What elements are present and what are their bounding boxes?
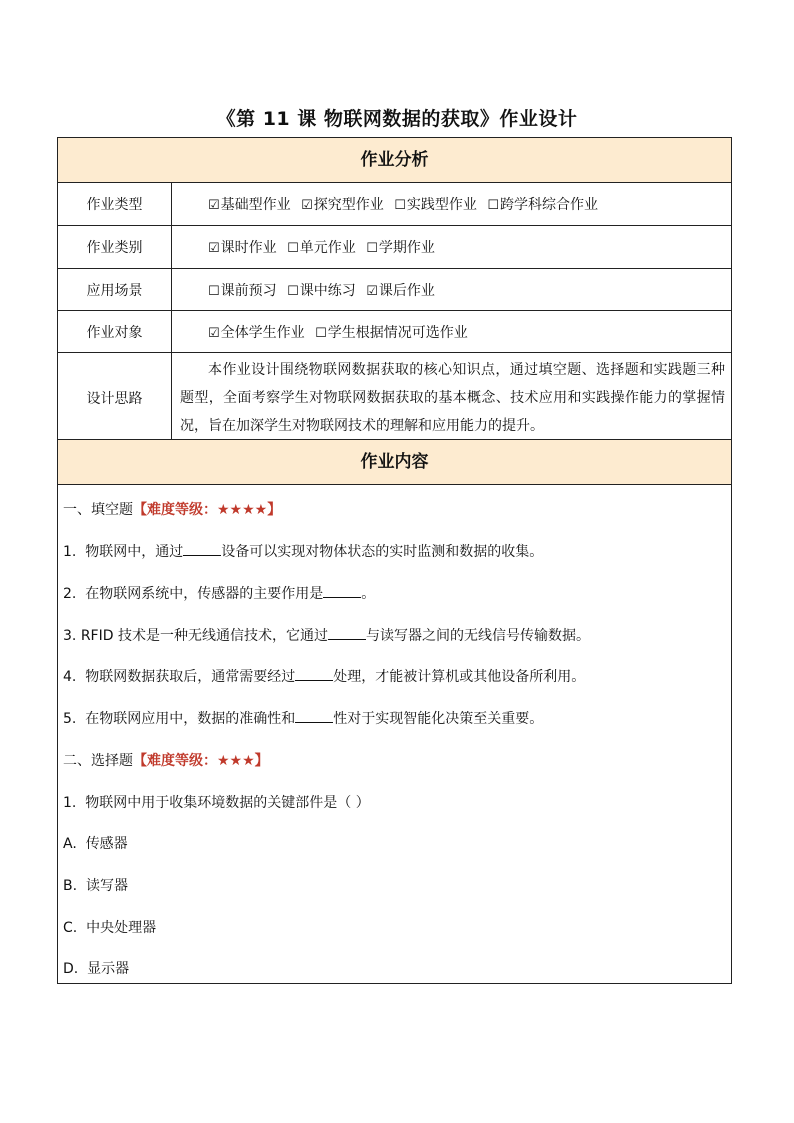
fill-section-title (63, 499, 281, 519)
option[interactable] (287, 237, 356, 257)
analysis-header-text: 作业分析 (360, 150, 429, 170)
option-label: 单元作业 (299, 240, 356, 256)
row-options-type (208, 194, 604, 214)
option[interactable] (287, 280, 356, 300)
option[interactable] (208, 237, 277, 257)
question-text: 设备可以实现对物体状态的实时监测和数据的收集。 (221, 544, 544, 560)
option[interactable] (208, 194, 291, 214)
difficulty-level: 【难度等级：★★★★】 (133, 502, 282, 518)
row-label-category: 作业类别 (86, 240, 143, 256)
option-text: 显示器 (87, 961, 130, 977)
design-description: 本作业设计围绕物联网数据获取的核心知识点，通过填空题、选择题和实践题三种题型，全面考察学生对物联网数据获取的基本概念、技术应用和实践操作能力的掌握情况，旨在加深学生对物联网技术的理解和应用能力的提升。 (180, 362, 725, 434)
checkbox-checked-icon[interactable]: ☑ (208, 241, 220, 256)
choice-option[interactable] (63, 833, 128, 853)
option[interactable] (366, 280, 435, 300)
question-text: 与读写器之间的无线信号传输数据。 (365, 628, 590, 644)
divider (58, 268, 731, 269)
option[interactable] (366, 237, 435, 257)
question-text: RFID 技术是一种无线通信技术，它通过 (80, 628, 328, 644)
option-letter: C. (63, 920, 78, 936)
question-text: 。 (361, 586, 376, 602)
content-header (58, 440, 731, 484)
question-number: 3. (63, 628, 77, 644)
answer-blank[interactable] (323, 585, 361, 598)
choice-option[interactable] (63, 875, 128, 895)
checkbox-checked-icon[interactable]: ☑ (301, 198, 313, 213)
checkbox-empty-icon[interactable]: ☐ (394, 198, 406, 213)
section-title-text: 一、填空题 (63, 502, 133, 518)
option-label: 课后作业 (378, 283, 435, 299)
option-letter: A. (63, 836, 77, 852)
choice-option[interactable] (63, 958, 129, 978)
choice-option[interactable] (63, 917, 156, 937)
question-number: 2. (63, 586, 77, 602)
row-options-audience (208, 322, 474, 342)
content-header-text: 作业内容 (360, 452, 429, 472)
question-number: 1. (63, 795, 77, 811)
option-label: 课中练习 (299, 283, 356, 299)
divider (58, 484, 731, 485)
analysis-header (58, 138, 731, 182)
question-text: 物联网中用于收集环境数据的关键部件是（ ） (85, 795, 370, 811)
checkbox-checked-icon[interactable]: ☑ (208, 326, 220, 341)
choice-section-title (63, 750, 269, 770)
option[interactable] (208, 322, 305, 342)
option-label: 探究型作业 (313, 197, 384, 213)
row-label-audience: 作业对象 (86, 325, 143, 341)
option[interactable] (208, 280, 277, 300)
choice-question (63, 792, 370, 812)
section-title-text: 二、选择题 (63, 753, 133, 769)
option-label: 课时作业 (220, 240, 277, 256)
fill-question (63, 708, 543, 728)
question-text: 在物联网应用中，数据的准确性和 (85, 711, 296, 727)
checkbox-checked-icon[interactable]: ☑ (208, 198, 220, 213)
fill-question (63, 541, 543, 561)
checkbox-empty-icon[interactable]: ☐ (366, 241, 378, 256)
row-options-scenario (208, 280, 441, 300)
row-label-scenario: 应用场景 (86, 283, 143, 299)
divider (58, 352, 731, 353)
answer-blank[interactable] (295, 710, 333, 723)
divider (58, 225, 731, 226)
option[interactable] (487, 194, 598, 214)
homework-table (57, 137, 732, 984)
checkbox-empty-icon[interactable]: ☐ (287, 241, 299, 256)
option[interactable] (394, 194, 477, 214)
option-label: 课前预习 (220, 283, 277, 299)
option-text: 中央处理器 (86, 920, 157, 936)
fill-question (63, 625, 590, 645)
row-label-design: 设计思路 (86, 391, 143, 407)
divider (58, 310, 731, 311)
document-title: 《第 11 课 物联网数据的获取》作业设计 (216, 108, 578, 130)
question-number: 5. (63, 711, 77, 727)
checkbox-empty-icon[interactable]: ☐ (487, 198, 499, 213)
checkbox-empty-icon[interactable]: ☐ (287, 284, 299, 299)
question-number: 4. (63, 669, 77, 685)
difficulty-level: 【难度等级：★★★】 (133, 753, 269, 769)
question-number: 1. (63, 544, 77, 560)
option[interactable] (301, 194, 384, 214)
checkbox-checked-icon[interactable]: ☑ (366, 284, 378, 299)
question-text: 处理，才能被计算机或其他设备所利用。 (333, 669, 586, 685)
answer-blank[interactable] (328, 627, 366, 640)
option[interactable] (315, 322, 468, 342)
option-label: 实践型作业 (406, 197, 477, 213)
question-text: 物联网数据获取后，通常需要经过 (85, 669, 296, 685)
row-label-type: 作业类型 (86, 197, 143, 213)
checkbox-empty-icon[interactable]: ☐ (315, 326, 327, 341)
fill-question (63, 583, 375, 603)
question-text: 在物联网系统中，传感器的主要作用是 (85, 586, 324, 602)
fill-question (63, 666, 585, 686)
answer-blank[interactable] (295, 668, 333, 681)
answer-blank[interactable] (183, 543, 221, 556)
row-options-category (208, 237, 441, 257)
option-text: 读写器 (85, 878, 128, 894)
option-letter: B. (63, 878, 78, 894)
option-letter: D. (63, 961, 79, 977)
divider (58, 182, 731, 183)
option-text: 传感器 (85, 836, 128, 852)
question-text: 性对于实现智能化决策至关重要。 (333, 711, 544, 727)
option-label: 全体学生作业 (220, 325, 305, 341)
option-label: 基础型作业 (220, 197, 291, 213)
option-label: 学期作业 (378, 240, 435, 256)
option-label: 学生根据情况可选作业 (327, 325, 468, 341)
question-text: 物联网中，通过 (85, 544, 184, 560)
option-label: 跨学科综合作业 (499, 197, 598, 213)
checkbox-empty-icon[interactable]: ☐ (208, 284, 220, 299)
